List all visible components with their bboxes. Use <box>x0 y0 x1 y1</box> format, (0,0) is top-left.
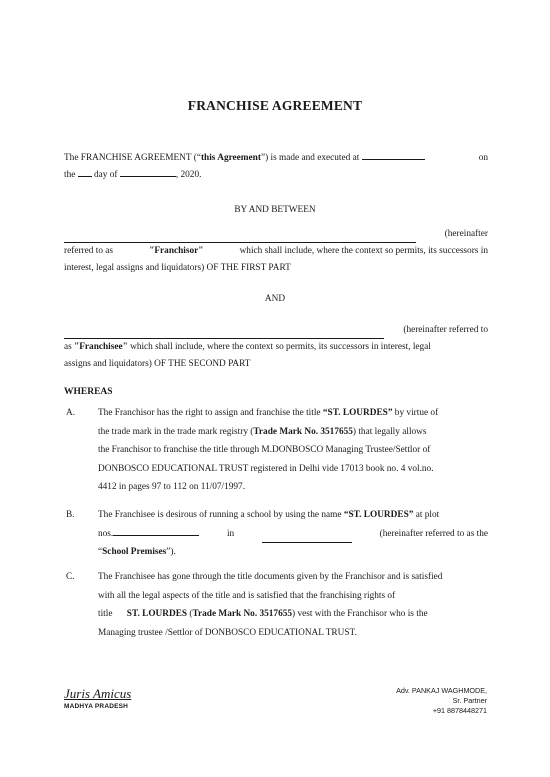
whereas-heading: WHEREAS <box>64 387 113 397</box>
recital-text: ”). <box>166 547 176 557</box>
place-blank <box>362 150 425 160</box>
recital-text: The Franchisee is desirous of running a school by using the name <box>98 510 342 520</box>
recital-line <box>98 525 488 544</box>
recital-a <box>64 404 488 504</box>
recital-line: The Franchisee has gone through the title documents given by the Franchisor and is satisfied <box>98 572 443 582</box>
intro-text: ”) is made and executed at <box>260 153 360 163</box>
franchisee-text: (hereinafter referred to <box>403 325 488 335</box>
recital-label: B. <box>66 510 75 520</box>
franchisor-text: which shall include, where the context so permits, its successors in <box>239 246 488 256</box>
intro-text: The FRANCHISE AGREEMENT (“ <box>64 153 201 163</box>
recital-text: ) vest with the Franchisor who is the <box>292 609 428 619</box>
franchisee-text: as <box>64 342 72 352</box>
recital-text: the trade mark in the trade mark registry ( <box>98 426 254 437</box>
franchisee-paragraph <box>64 322 488 373</box>
recital-line <box>98 506 488 525</box>
franchisee-name-blank <box>64 329 384 339</box>
recital-b <box>64 506 488 566</box>
recital-line: with all the legal aspects of the title and is satisfied that the franchising rights of <box>98 590 396 601</box>
recital-line: DONBOSCO EDUCATIONAL TRUST registered in Delhi vide 17013 book no. 4 vol.no. <box>98 463 434 474</box>
advocate-phone: +91 8878448271 <box>432 706 487 715</box>
intro-paragraph <box>64 150 488 184</box>
recital-bold: Trade Mark No. 3517655 <box>253 426 353 437</box>
advocate-role: Sr. Partner <box>452 696 487 705</box>
recital-label: A. <box>66 408 76 418</box>
franchisor-label: "Franchisor" <box>149 246 204 256</box>
franchisor-paragraph <box>64 226 488 277</box>
recital-bold: “ST. LOURDES” <box>322 408 393 418</box>
recital-line <box>98 605 488 624</box>
recital-text: in <box>226 528 235 539</box>
recital-text: at plot <box>415 510 440 520</box>
advocate-block <box>396 686 487 716</box>
franchisor-text: interest, legal assigns and liquidators) OF THE FIRST PART <box>64 263 291 273</box>
recital-line <box>98 404 488 423</box>
month-blank <box>120 167 176 177</box>
recital-bold: ST. LOURDES <box>126 609 188 619</box>
recital-text: ( <box>189 609 193 619</box>
firm-name: Juris Amicus <box>64 686 132 701</box>
recital-text: “ <box>98 547 103 557</box>
recital-bold: Trade Mark No. 3517655 <box>192 609 293 619</box>
recital-bold: School Premises <box>102 547 167 557</box>
intro-text: the <box>64 170 76 180</box>
recital-text: The Franchisor has the right to assign and franchise the title <box>98 408 321 418</box>
recital-line: 4412 in pages 97 to 112 on 11/07/1997. <box>98 482 246 492</box>
recital-text: by virtue of <box>394 408 439 418</box>
recital-c <box>64 568 488 648</box>
intro-text: day of <box>94 170 118 180</box>
recital-line: Managing trustee /Settlor of DONBOSCO EDUCATIONAL TRUST. <box>98 627 357 638</box>
recital-line: the Franchisor to franchise the title through M.DONBOSCO Managing Trustee/Settlor of <box>98 445 431 455</box>
recital-line <box>98 543 488 562</box>
recital-text: ) that legally allows <box>352 426 427 437</box>
intro-bold: this Agreement <box>200 153 261 163</box>
document-title: FRANCHISE AGREEMENT <box>187 98 363 113</box>
advocate-name: Adv. PANKAJ WAGHMODE, <box>396 686 487 695</box>
recital-text: (hereinafter referred to as the <box>379 528 488 539</box>
recital-text: title <box>98 609 113 619</box>
recital-line <box>98 423 488 442</box>
recital-text: nos. <box>98 528 114 539</box>
location-blank <box>262 533 352 543</box>
franchisee-label: "Franchisee" <box>74 342 128 352</box>
firm-state: MADHYA PRADESH <box>64 703 129 710</box>
intro-text: on <box>478 153 488 163</box>
and-separator: AND <box>264 294 286 304</box>
intro-text: , 2020. <box>175 170 202 180</box>
plot-blank <box>113 526 199 536</box>
franchisee-text: which shall include, where the context so permits, its successors in interest, legal <box>130 342 431 352</box>
franchisor-text: referred to as <box>64 246 114 256</box>
day-blank <box>78 167 92 177</box>
recital-label: C. <box>66 572 75 582</box>
franchisor-name-blank <box>64 233 416 243</box>
recital-bold: “ST. LOURDES” <box>343 510 414 520</box>
firm-signature <box>64 686 131 710</box>
franchisor-text: (hereinafter <box>444 229 488 239</box>
by-and-between: BY AND BETWEEN <box>234 205 316 215</box>
franchisee-text: assigns and liquidators) OF THE SECOND PART <box>64 359 251 369</box>
